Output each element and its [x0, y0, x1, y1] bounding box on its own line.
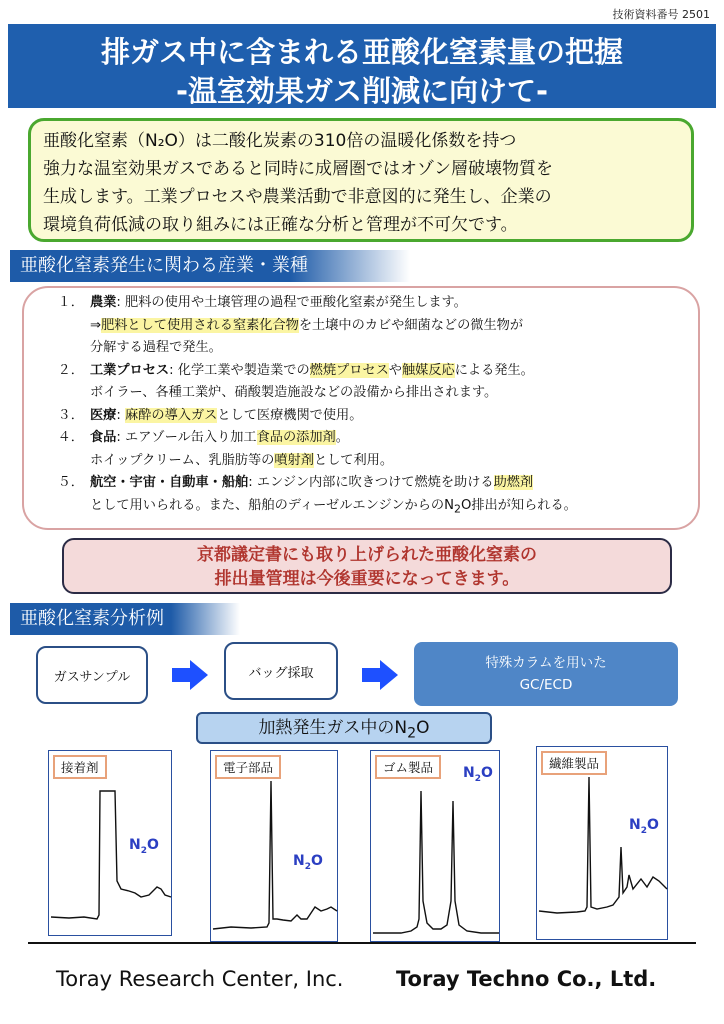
industry-item-medical — [34, 405, 688, 428]
item-text: : エアゾール缶入り加工 — [116, 430, 257, 445]
industry-item-industrial — [34, 360, 688, 383]
flow-step-label: バッグ採取 — [248, 665, 314, 681]
arrow-right-icon — [172, 660, 208, 690]
highlight-text: 触媒反応 — [401, 362, 455, 378]
subscript: 2 — [453, 502, 461, 516]
item-continuation — [34, 315, 688, 338]
n2o-peak-label: $N_2O$ — [293, 853, 323, 872]
intro-summary-box — [28, 118, 694, 242]
page-title: 排ガス中に含まれる亜酸化窒素量の把握 — [100, 35, 623, 69]
footer-company-left: Toray Research Center, Inc. — [56, 967, 344, 991]
arrow-right-icon — [362, 660, 398, 690]
industry-list — [22, 286, 700, 530]
chromatogram-textile — [536, 746, 668, 940]
highlight-text: 肥料として使用される窒素化合物 — [101, 317, 299, 333]
item-continuation — [34, 450, 688, 473]
industry-item-food — [34, 427, 688, 450]
chromatogram-electronic-parts — [210, 750, 338, 942]
industry-name: 医療 — [90, 407, 117, 423]
n2o-peak-label: $N_2O$ — [129, 837, 159, 856]
item-number: ５． — [57, 475, 84, 490]
highlight-text: 燃焼プロセス — [309, 362, 389, 378]
industry-name: 工業プロセス — [90, 362, 170, 378]
page-subtitle: -温室効果ガス削減に向けて- — [175, 74, 549, 108]
item-text: として利用。 — [313, 452, 394, 468]
item-text: を土壌中のカビや細菌などの微生物が — [298, 317, 524, 333]
kyoto-callout — [62, 538, 672, 594]
chromatogram-rubber — [370, 750, 500, 942]
industry-name: 農業 — [90, 295, 117, 310]
intro-line: 生成します。工業プロセスや農業活動で非意図的に発生し、企業の — [43, 187, 552, 207]
industry-name: 航空・宇宙・自動車・船舶 — [90, 475, 249, 490]
sample-label: 繊維製品 — [541, 751, 607, 775]
sample-label: ゴム製品 — [375, 755, 441, 779]
highlight-text: 食品の添加剤 — [256, 430, 336, 445]
highlight-text: 麻酔の導入ガス — [125, 407, 218, 423]
flow-step-label: GC/ECD — [519, 677, 573, 693]
section-header-analysis: 亜酸化窒素分析例 — [10, 603, 240, 635]
item-text: 。 — [335, 430, 349, 445]
label-text: 加熱発生ガス中のN — [258, 718, 408, 738]
item-number: ２． — [57, 362, 84, 378]
item-number: １． — [57, 295, 84, 310]
flow-step-bag-sampling — [224, 642, 338, 700]
footer-divider — [28, 942, 696, 944]
callout-line: 排出量管理は今後重要になってきます。 — [214, 569, 520, 589]
subscript: 2 — [407, 725, 417, 742]
industry-name: 食品 — [90, 430, 117, 445]
highlight-text: 助燃剤 — [493, 475, 534, 490]
callout-line: 京都議定書にも取り上げられた亜酸化窒素の — [197, 545, 537, 565]
item-text: : エンジン内部に吹きつけて燃焼を助ける — [248, 475, 494, 490]
chromatogram-trace — [537, 747, 669, 941]
item-text: : 肥料の使用や土壌管理の過程で亜酸化窒素が発生します。 — [116, 295, 467, 310]
label-text: O — [416, 718, 430, 738]
item-continuation: 分解する過程で発生。 — [90, 340, 222, 355]
item-text: として医療機関で使用。 — [217, 407, 363, 423]
heated-gas-label — [196, 712, 492, 744]
item-text: として用いられる。また、船舶のディーゼルエンジンからのN — [90, 497, 454, 513]
item-text: O排出が知られる。 — [460, 497, 577, 513]
item-text: : 化学工業や製造業での — [169, 362, 310, 378]
industry-item-transport — [34, 472, 688, 495]
item-continuation: ボイラー、各種工業炉、硝酸製造施設などの設備から排出されます。 — [90, 385, 498, 400]
sample-label: 電子部品 — [215, 755, 281, 779]
item-continuation — [34, 495, 688, 521]
flow-step-label: ガスサンプル — [53, 669, 131, 685]
sample-label: 接着剤 — [53, 755, 107, 779]
flow-step-label: 特殊カラムを用いた — [485, 655, 607, 671]
chromatogram-adhesive — [48, 750, 172, 936]
intro-line: 強力な温室効果ガスであると同時に成層圏ではオゾン層破壊物質を — [43, 159, 553, 179]
n2o-peak-label: $N_2O$ — [463, 765, 493, 784]
title-banner — [8, 24, 716, 108]
item-text: や — [388, 362, 402, 378]
section-header-industries: 亜酸化窒素発生に関わる産業・業種 — [10, 250, 410, 282]
arrow-text: ⇒ — [90, 317, 102, 333]
item-text: ホイップクリーム、乳脂肪等の — [90, 452, 275, 468]
highlight-text: 噴射剤 — [274, 452, 314, 468]
industry-item-agriculture — [34, 292, 688, 315]
chromatogram-trace — [211, 751, 339, 943]
footer-company-right: Toray Techno Co., Ltd. — [396, 967, 657, 991]
item-text: : — [116, 407, 126, 423]
intro-line: 亜酸化窒素（N₂O）は二酸化炭素の310倍の温暖化係数を持つ — [43, 131, 517, 151]
document-number: 技術資料番号 2501 — [612, 8, 710, 21]
item-number: ４． — [57, 430, 84, 445]
flow-step-gc-ecd — [414, 642, 678, 706]
item-number: ３． — [57, 407, 84, 423]
item-text: による発生。 — [454, 362, 534, 378]
intro-line: 環境負荷低減の取り組みには正確な分析と管理が不可欠です。 — [43, 215, 518, 235]
n2o-peak-label: $N_2O$ — [629, 817, 659, 836]
flow-step-gas-sample — [36, 646, 148, 704]
